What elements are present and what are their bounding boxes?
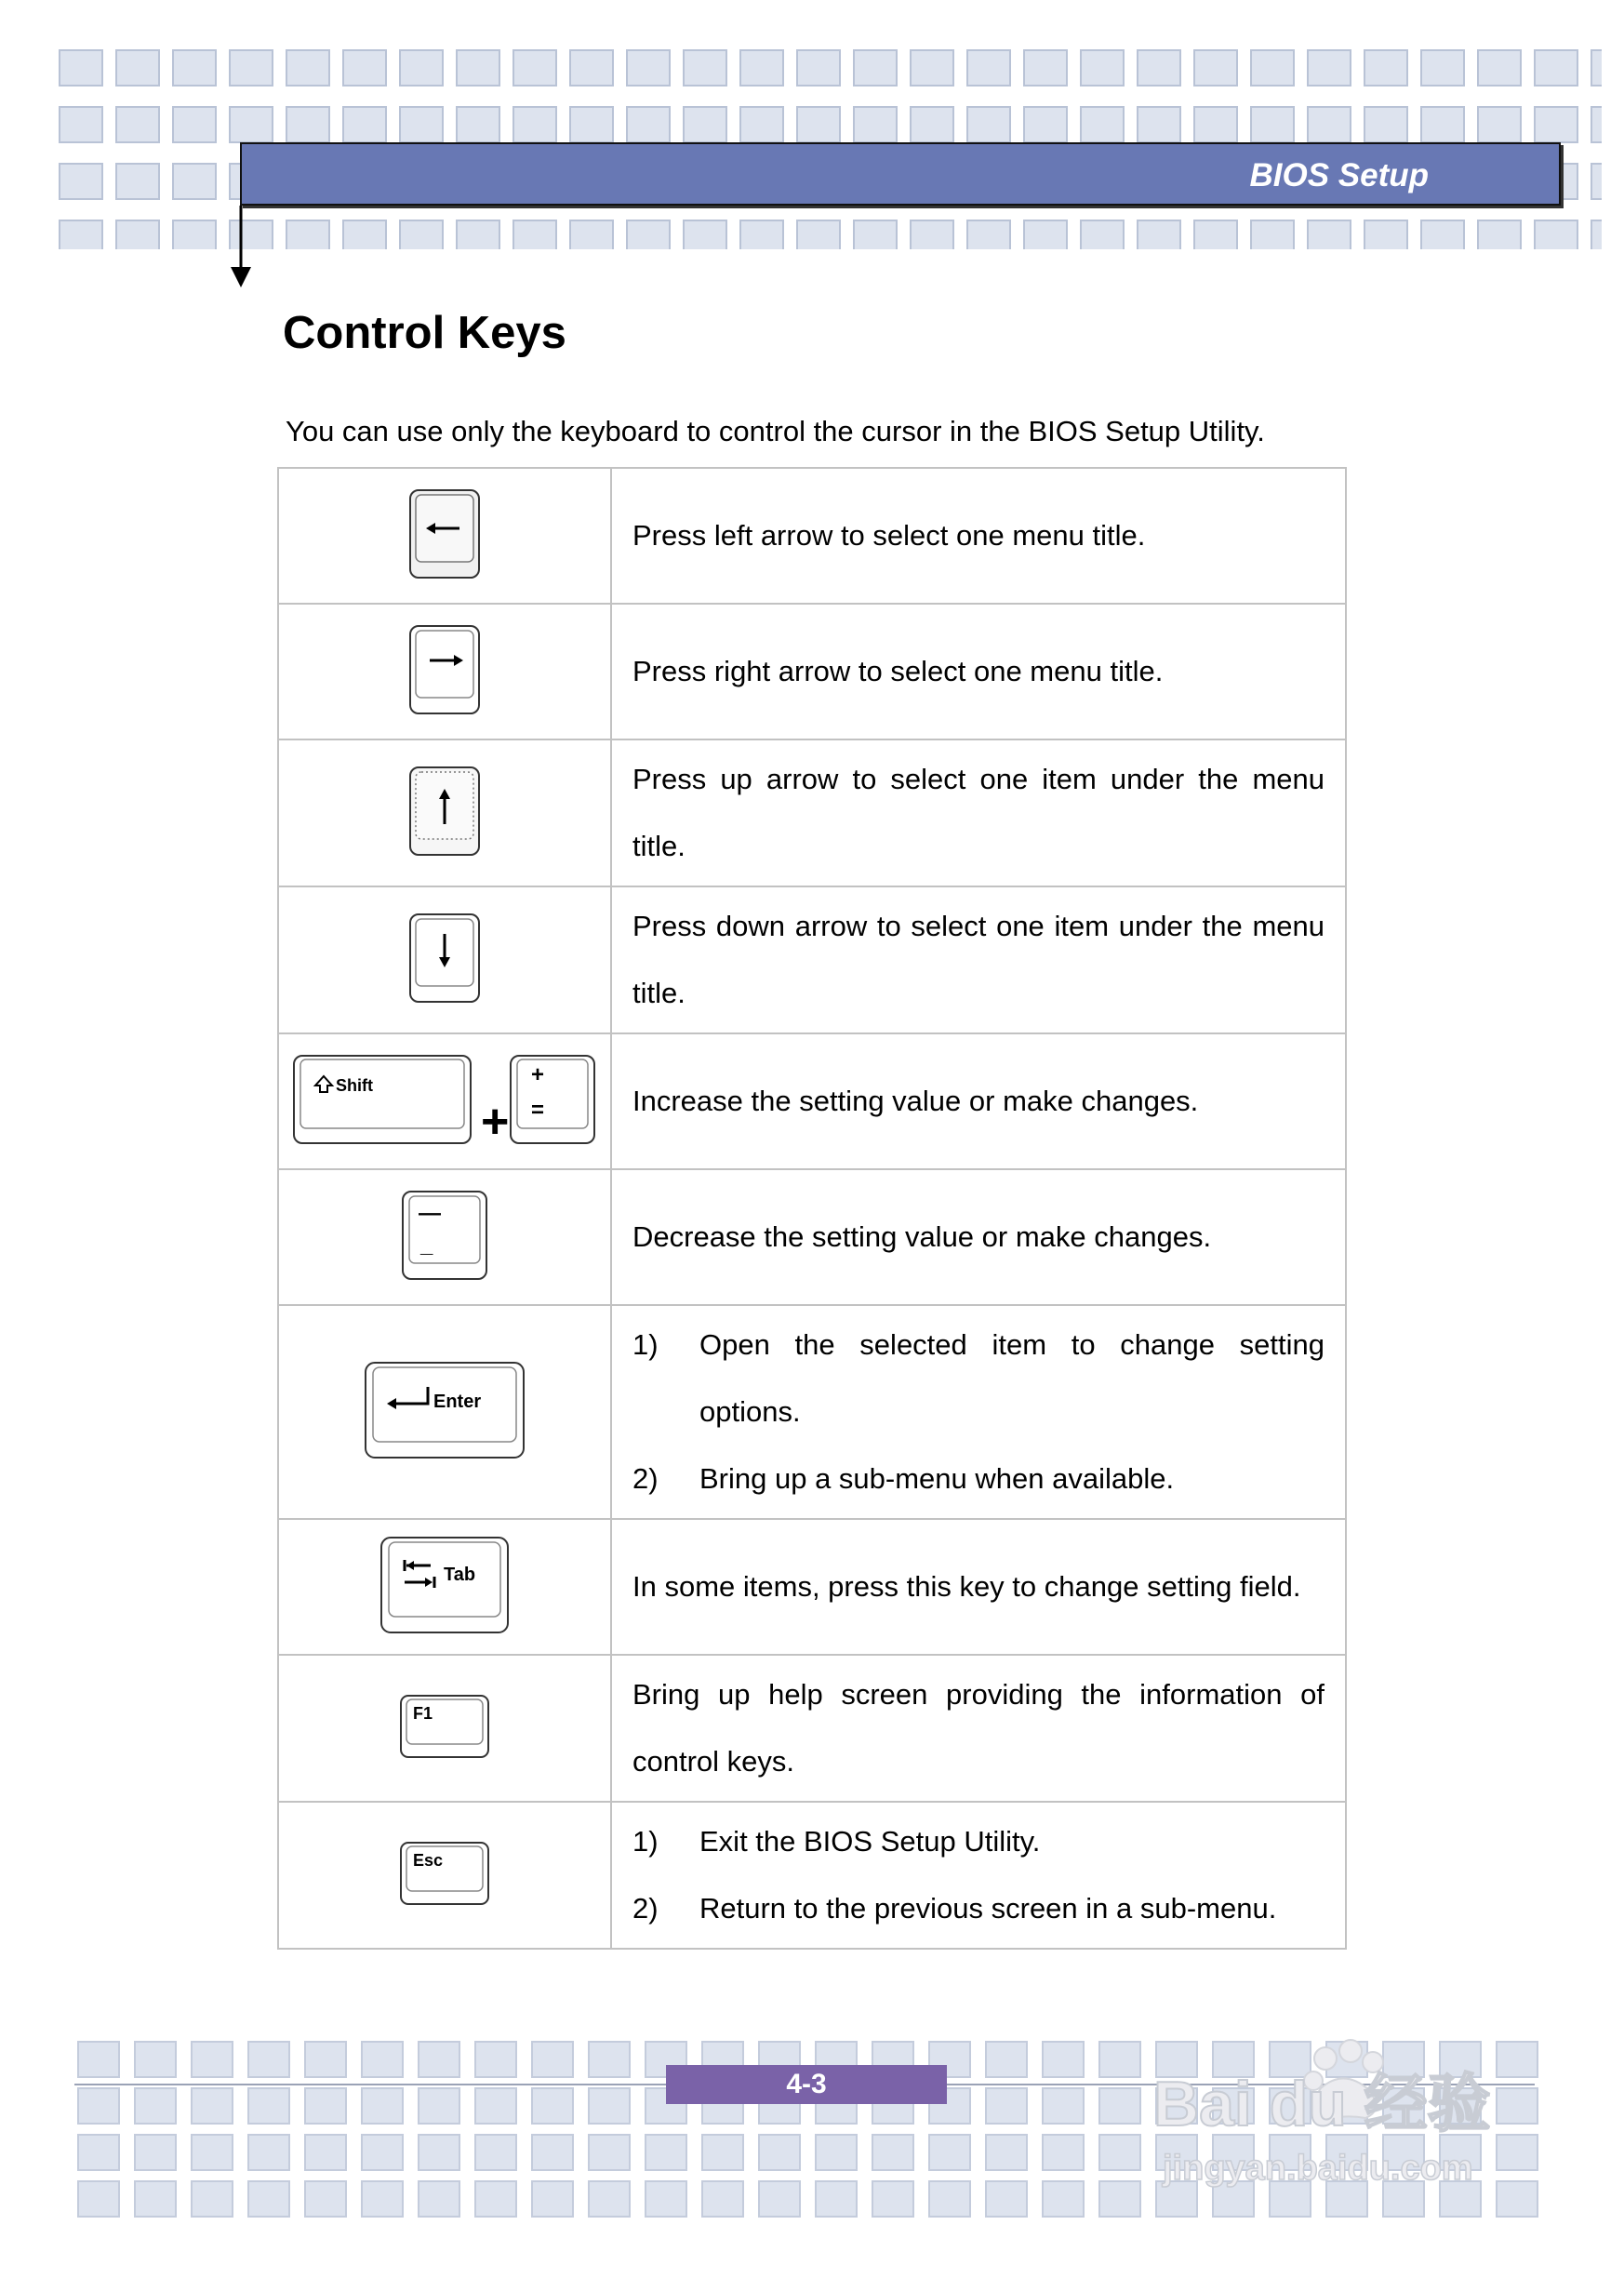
list-item: [632, 1312, 1324, 1445]
table-row: [278, 1519, 1346, 1655]
control-keys-table: [277, 467, 1347, 1950]
esc-key-icon: [398, 1840, 491, 1907]
steps-list: [632, 1312, 1324, 1512]
page-title: Control Keys: [283, 308, 566, 358]
up-arrow-key-icon: [407, 765, 482, 858]
key-cell: [278, 886, 611, 1033]
key-cell: [278, 604, 611, 739]
key-description: [611, 1305, 1346, 1519]
underscore-key-label: _: [420, 1232, 433, 1258]
key-cell: [278, 739, 611, 886]
plus-key-label: +: [531, 1061, 545, 1087]
left-arrow-key-icon: [407, 487, 482, 580]
key-description: [611, 1802, 1346, 1949]
page-number: 4-3: [666, 2065, 947, 2104]
key-description: Press right arrow to select one menu title.: [611, 604, 1346, 739]
f1-key-label: F1: [413, 1703, 433, 1723]
key-cell: [278, 1305, 611, 1519]
table-row: [278, 739, 1346, 886]
step-number: 1): [632, 1328, 659, 1361]
step-number: 2): [632, 1462, 659, 1495]
equals-key-label: =: [531, 1097, 545, 1123]
key-description: Increase the setting value or make changes.: [611, 1033, 1346, 1169]
step-text: Exit the BIOS Setup Utility.: [699, 1825, 1041, 1858]
list-item: [632, 1875, 1324, 1942]
header-bar: [240, 142, 1561, 206]
table-row: [278, 604, 1346, 739]
header-title: BIOS Setup: [1249, 157, 1429, 193]
enter-key-icon: [363, 1359, 526, 1461]
key-description: Press down arrow to select one item under the menu title.: [611, 886, 1346, 1033]
step-text: Return to the previous screen in a sub-menu.: [699, 1892, 1277, 1925]
f1-key-icon: [398, 1693, 491, 1760]
intro-text: You can use only the keyboard to control the cursor in the BIOS Setup Utility.: [286, 415, 1265, 447]
shift-plus-key-icon: [291, 1048, 598, 1151]
margin-arrow-icon: [227, 206, 255, 289]
table-row: [278, 1033, 1346, 1169]
tab-key-label: Tab: [444, 1564, 476, 1585]
key-description: Press up arrow to select one item under the menu title.: [611, 739, 1346, 886]
tab-key-icon: [379, 1534, 511, 1636]
table-row: [278, 1169, 1346, 1305]
table-row: [278, 468, 1346, 604]
shift-key-label: Shift: [336, 1075, 373, 1095]
table-row: [278, 886, 1346, 1033]
key-description: Decrease the setting value or make changes.: [611, 1169, 1346, 1305]
key-description: Press left arrow to select one menu title.: [611, 468, 1346, 604]
baidu-watermark-logo: [1135, 2032, 1563, 2218]
watermark-url: jingyan.baidu.com: [1163, 2149, 1473, 2188]
key-description: In some items, press this key to change setting field.: [611, 1519, 1346, 1655]
step-number: 1): [632, 1825, 659, 1858]
right-arrow-key-icon: [407, 623, 482, 716]
table-row: [278, 1305, 1346, 1519]
key-cell: [278, 1033, 611, 1169]
down-arrow-key-icon: [407, 912, 482, 1005]
step-text: Bring up a sub-menu when available.: [699, 1462, 1175, 1495]
key-cell: [278, 1655, 611, 1802]
watermark-brand: Bai du 经验: [1153, 2069, 1491, 2139]
minus-key-label: —: [419, 1200, 441, 1226]
key-description: Bring up help screen providing the information of control keys.: [611, 1655, 1346, 1802]
key-cell: [278, 468, 611, 604]
table-row: [278, 1655, 1346, 1802]
enter-key-label: Enter: [433, 1391, 482, 1412]
key-cell: [278, 1169, 611, 1305]
list-item: [632, 1808, 1324, 1875]
key-cell: [278, 1802, 611, 1949]
step-text: Open the selected item to change setting options.: [699, 1328, 1324, 1428]
steps-list: [632, 1808, 1324, 1942]
step-number: 2): [632, 1892, 659, 1925]
plus-sign: +: [481, 1094, 510, 1149]
table-row: [278, 1802, 1346, 1949]
minus-key-icon: [400, 1189, 489, 1282]
list-item: [632, 1445, 1324, 1512]
key-cell: [278, 1519, 611, 1655]
esc-key-label: Esc: [413, 1850, 444, 1870]
